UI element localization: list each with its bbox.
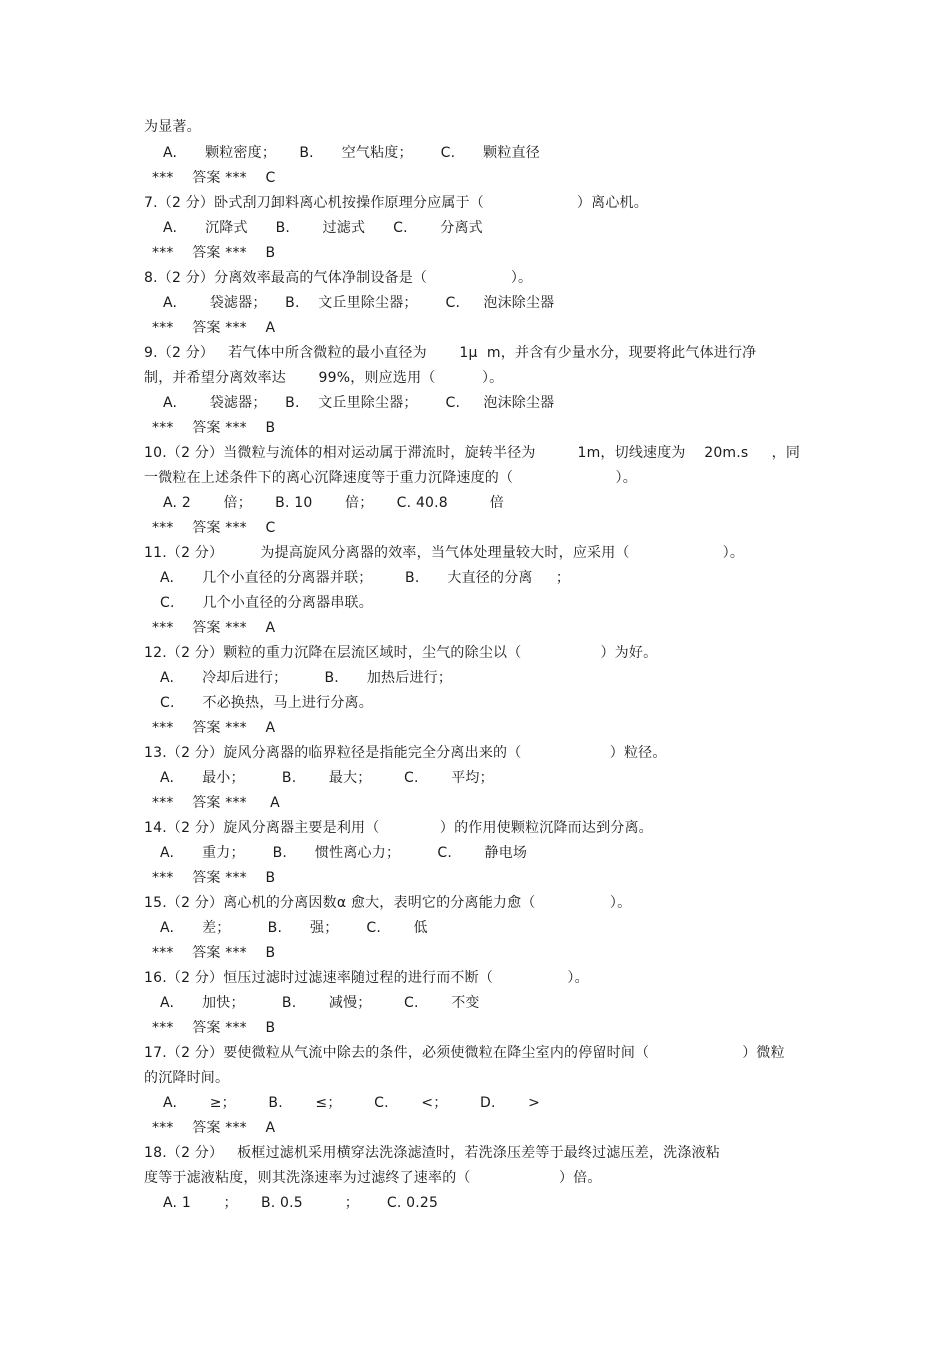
text-line: 13.（2 分）旋风分离器的临界粒径是指能完全分离出来的（ ）粒径。 — [144, 745, 667, 761]
text-line: 制，并希望分离效率达 99%，则应选用（ ）。 — [144, 370, 504, 386]
text-line: A. 差； B. 强； C. 低 — [160, 920, 428, 936]
text-line: *** 答案 *** B — [152, 1020, 276, 1036]
text-line: 7.（2 分）卧式刮刀卸料离心机按操作原理分应属于（ ）离心机。 — [144, 195, 648, 211]
text-line: *** 答案 *** B — [152, 945, 276, 961]
text-line: A. 冷却后进行； B. 加热后进行； — [160, 670, 453, 686]
text-line: C. 几个小直径的分离器串联。 — [160, 595, 373, 611]
text-line: C. 不必换热，马上进行分离。 — [160, 695, 373, 711]
text-line: *** 答案 *** A — [152, 320, 276, 336]
text-line: *** 答案 *** A — [152, 720, 276, 736]
text-line: *** 答案 *** C — [152, 170, 276, 186]
text-line: 18.（2 分） 板框过滤机采用横穿法洗涤滤渣时，若洗涤压差等于最终过滤压差，洗涤液粘 — [144, 1145, 720, 1161]
text-line: 16.（2 分）恒压过滤时过滤速率随过程的进行而不断（ ）。 — [144, 970, 589, 986]
text-line: *** 答案 *** A — [152, 620, 276, 636]
text-line: *** 答案 *** A — [152, 1120, 276, 1136]
text-line: A. 1 ； B. 0.5 ； C. 0.25 — [163, 1195, 439, 1211]
text-line: A. ≥； B. ≤； C. <； D. > — [163, 1095, 541, 1111]
text-line: A. 重力； B. 惯性离心力； C. 静电场 — [160, 845, 528, 861]
text-line: A. 沉降式 B. 过滤式 C. 分离式 — [163, 220, 483, 236]
text-line: A. 加快； B. 减慢； C. 不变 — [160, 995, 480, 1011]
text-line: 11.（2 分） 为提高旋风分离器的效率，当气体处理量较大时，应采用（ ）。 — [144, 545, 745, 561]
text-line: 17.（2 分）要使微粒从气流中除去的条件，必须使微粒在降尘室内的停留时间（ ）微粒 — [144, 1045, 785, 1061]
text-line: *** 答案 *** B — [152, 870, 276, 886]
text-line: *** 答案 *** C — [152, 520, 276, 536]
text-line: 一微粒在上述条件下的离心沉降速度等于重力沉降速度的（ ）。 — [144, 470, 637, 486]
text-line: A. 袋滤器； B. 文丘里除尘器； C. 泡沫除尘器 — [163, 295, 555, 311]
text-line: A. 颗粒密度； B. 空气粘度； C. 颗粒直径 — [163, 145, 540, 161]
text-line: *** 答案 *** B — [152, 420, 276, 436]
text-line: A. 2 倍； B. 10 倍； C. 40.8 倍 — [163, 495, 504, 511]
text-line: 14.（2 分）旋风分离器主要是利用（ ）的作用使颗粒沉降而达到分离。 — [144, 820, 653, 836]
text-line: 15.（2 分）离心机的分离因数α 愈大，表明它的分离能力愈（ ）。 — [144, 895, 632, 911]
text-line: 9.（2 分） 若气体中所含微粒的最小直径为 1μ m，并含有少量水分，现要将此气体进行净 — [144, 345, 757, 361]
text-line: 12.（2 分）颗粒的重力沉降在层流区域时，尘气的除尘以（ ）为好。 — [144, 645, 658, 661]
text-line: *** 答案 *** A — [152, 795, 280, 811]
text-line: 度等于滤液粘度，则其洗涤速率为过滤终了速率的（ ）倍。 — [144, 1170, 602, 1186]
text-line: A. 袋滤器； B. 文丘里除尘器； C. 泡沫除尘器 — [163, 395, 555, 411]
text-line: A. 最小； B. 最大； C. 平均； — [160, 770, 494, 786]
text-line: A. 几个小直径的分离器并联； B. 大直径的分离 ； — [160, 570, 571, 586]
text-line: 为显著。 — [144, 119, 201, 135]
text-line: 8.（2 分）分离效率最高的气体净制设备是（ ）。 — [144, 270, 533, 286]
text-line: 10.（2 分）当微粒与流体的相对运动属于滞流时，旋转半径为 1m，切线速度为 20m.s ，同 — [144, 445, 801, 461]
text-line: 的沉降时间。 — [144, 1070, 230, 1086]
text-line: *** 答案 *** B — [152, 245, 276, 261]
